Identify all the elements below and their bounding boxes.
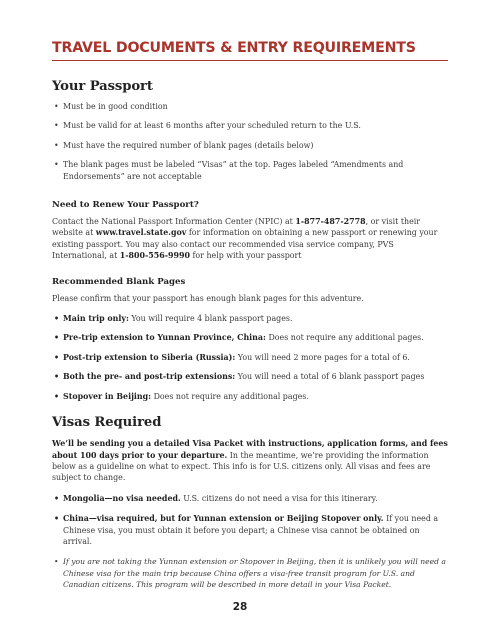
visa-list (52, 493, 448, 590)
page-title: TRAVEL DOCUMENTS & ENTRY REQUIREMENTS (52, 40, 448, 61)
bullet-icon: • (54, 140, 59, 150)
list-item: • Main trip only: You will require 4 blank passport pages. (54, 314, 293, 324)
pvs-phone: 1-800-556-9990 (119, 251, 190, 261)
bullet-icon: • (54, 352, 60, 362)
list-item: • Mongolia—no visa needed. U.S. citizens do not need a visa for this itinerary. (54, 493, 378, 503)
bullet-icon: • (54, 493, 60, 503)
visas-intro: We’ll be sending you a detailed Visa Packet with instructions, application forms, and fees about 100 days prior to your departure. In the meantime, we’re providing the information below as a guideline on what to expect. This info is for U.S. citizens only. All visas and fees are subject to change. (52, 439, 448, 483)
bullet-icon: • (54, 391, 60, 401)
page-number: 28 (232, 601, 248, 613)
bullet-icon: • (54, 314, 60, 324)
renew-paragraph: Contact the National Passport Information Center (NPIC) at 1-877-487-2778, or visit their website at www.travel.state.gov for information on obtaining a new passport or renewing your existing passport. You may also contact our recommended visa service company, PVS International, at 1-800-556-9990 for help with your passport (52, 217, 438, 261)
bullet-icon: • (54, 557, 59, 567)
bullet-icon: • (54, 102, 59, 111)
list-item: • China—visa required, but for Yunnan extension or Beijing Stopover only. If you need a Chinese visa, you must obtain it before you depart; a Chinese visa cannot be obtained on arrival. (54, 514, 439, 546)
list-item: • Must have the required number of blank pages (details below) (54, 140, 314, 150)
bullet-icon: • (54, 333, 60, 343)
page-content (52, 40, 448, 599)
npic-phone: 1-877-487-2778 (295, 217, 366, 227)
list-item: • The blank pages must be labeled “Visas” at the top. Pages labeled “Amendments and Endorsements” are not acceptable (54, 160, 404, 181)
bullet-icon: • (54, 514, 60, 524)
bullet-icon: • (54, 121, 59, 131)
passport-heading: Your Passport (52, 79, 153, 94)
blank-pages-heading: Recommended Blank Pages (52, 276, 186, 287)
list-item: • Post-trip extension to Siberia (Russia): You will need 2 more pages for a total of 6. (54, 352, 410, 362)
blank-pages-intro: Please confirm that your passport has enough blank pages for this adventure. (52, 293, 364, 303)
visa-note: • If you are not taking the Yunnan extension or Stopover in Beijing, then it is unlikely you will need a Chinese visa for the main trip because China offers a visa-free transit program for U.S. and Canadian citizens. This program will be described in more detail in your Visa Packet. (54, 557, 446, 589)
list-item: • Stopover in Beijing: Does not require any additional pages. (54, 391, 309, 401)
passport-requirements-list (52, 101, 448, 182)
renew-heading: Need to Renew Your Passport? (52, 200, 199, 211)
blank-pages-list (52, 313, 448, 402)
bullet-icon: • (54, 160, 59, 170)
list-item: • Both the pre- and post-trip extensions: You will need a total of 6 blank passport pages (54, 372, 425, 382)
visas-heading: Visas Required (52, 415, 162, 431)
list-item: • Must be valid for at least 6 months after your scheduled return to the U.S. (54, 121, 361, 131)
list-item: • Pre-trip extension to Yunnan Province, China: Does not require any additional pages. (54, 333, 424, 343)
list-item: • Must be in good condition (54, 102, 168, 111)
bullet-icon: • (54, 372, 60, 382)
website-link[interactable]: www.travel.state.gov (95, 228, 187, 238)
